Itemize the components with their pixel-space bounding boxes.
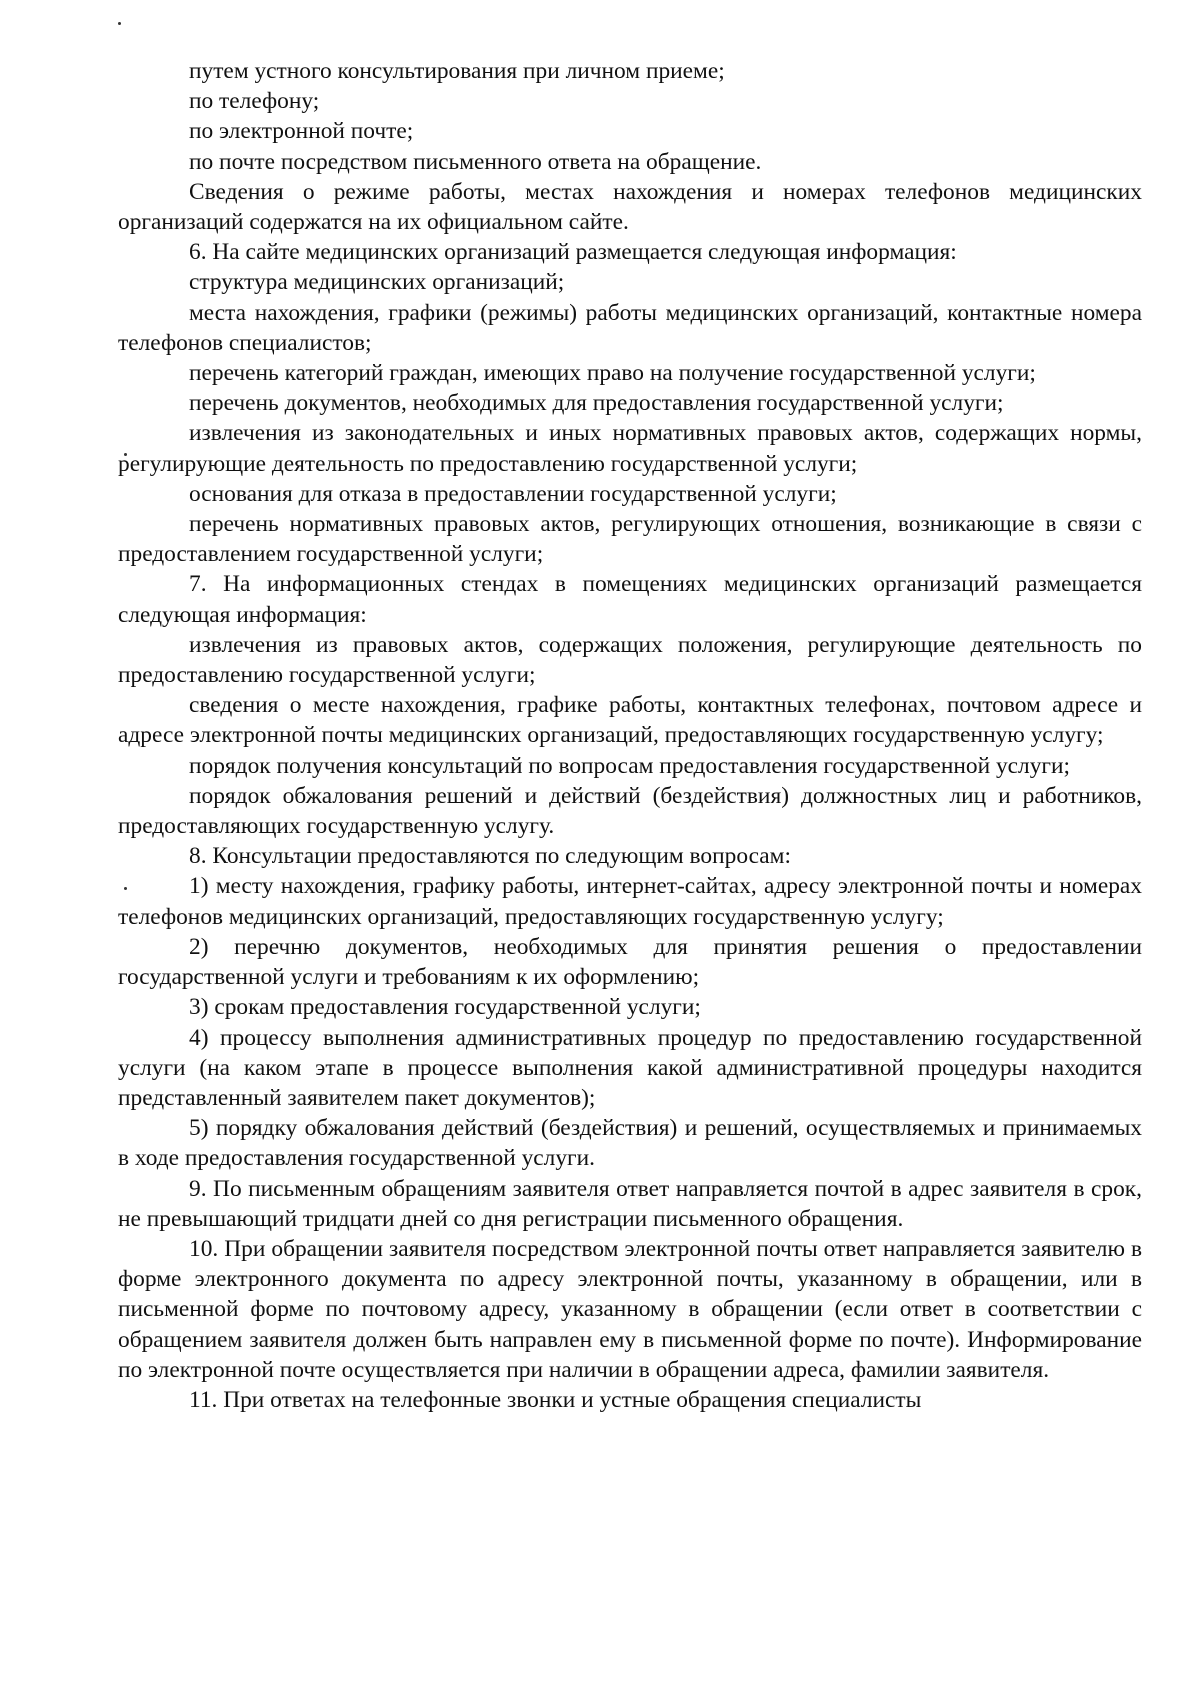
paragraph: 7. На информационных стендах в помещениях медицинских организаций размещается следующая информация: [118, 571, 1142, 628]
paragraph: перечень нормативных правовых актов, регулирующих отношения, возникающие в связи с предоставлением государственной услуги; [118, 511, 1142, 568]
paragraph: 2) перечню документов, необходимых для принятия решения о предоставлении государственной услуги и требованиям к их оформлению; [118, 933, 1142, 991]
paragraph: 4) процессу выполнения административных процедур по предоставлению государственной услуги (на каком этапе в процессе выполнения какой административной процедуры находится представленный заявителем пакет документов); [118, 1024, 1142, 1111]
paragraph: места нахождения, графики (режимы) работы медицинских организаций, контактные номера телефонов специалистов; [118, 299, 1142, 356]
paragraph: 3) срокам предоставления государственной услуги; [189, 994, 701, 1021]
paragraph: 8. Консультации предоставляются по следующим вопросам: [189, 843, 791, 870]
paragraph: Сведения о режиме работы, местах нахождения и номерах телефонов медицинских организаций содержатся на их официальном сайте. [118, 178, 1142, 236]
paragraph: сведения о месте нахождения, графике работы, контактных телефонах, почтовом адресе и адресе электронной почты медицинских организаций, предоставляющих государственную услугу; [118, 692, 1142, 749]
paragraph: 9. По письменным обращениям заявителя ответ направляется почтой в адрес заявителя в срок, не превышающий тридцати дней со дня регистрации письменного обращения. [118, 1175, 1142, 1232]
paragraph: структура медицинских организаций; [189, 269, 565, 296]
paragraph: извлечения из правовых актов, содержащих положения, регулирующие деятельность по предоставлению государственной услуги; [118, 631, 1142, 689]
paragraph: извлечения из законодательных и иных нормативных правовых актов, содержащих нормы, регулирующие деятельность по предоставлению государственной услуги; [118, 420, 1142, 477]
paragraph: 6. На сайте медицинских организаций размещается следующая информация: [189, 239, 957, 266]
scan-artifact-dot [118, 22, 121, 25]
paragraph: по телефону; [189, 88, 320, 115]
document-page [118, 56, 1142, 1415]
paragraph: 5) порядку обжалования действий (бездействия) и решений, осуществляемых и принимаемых в ходе предоставления государственной услуги. [118, 1115, 1142, 1172]
paragraph: порядок обжалования решений и действий (бездействия) должностных лиц и работников, предоставляющих государственную услугу. [118, 782, 1142, 840]
paragraph: 1) месту нахождения, графику работы, интернет-сайтах, адресу электронной почты и номерах телефонов медицинских организаций, предоставляющих государственную услугу; [118, 873, 1142, 930]
paragraph: по электронной почте; [189, 118, 414, 145]
paragraph: путем устного консультирования при личном приеме; [189, 58, 725, 84]
paragraph: перечень категорий граждан, имеющих право на получение государственной услуги; [189, 360, 1036, 387]
paragraph: перечень документов, необходимых для предоставления государственной услуги; [189, 390, 1004, 417]
paragraph: 11. При ответах на телефонные звонки и устные обращения специалисты [189, 1386, 922, 1413]
paragraph: порядок получения консультаций по вопросам предоставления государственной услуги; [189, 752, 1071, 779]
paragraph: 10. При обращении заявителя посредством электронной почты ответ направляется заявителю в форме электронного документа по адресу электронной почты, указанному в обращении, или в письменной форме по почтовому адресу, указанному в обращении (если ответ в соответствии с обращением заявителя должен быть направлен ему в письменной форме по почте). Информирование по электронной почте осуществляется при наличии в обращении адреса, фамилии заявителя. [118, 1235, 1142, 1383]
paragraph: основания для отказа в предоставлении государственной услуги; [189, 480, 837, 507]
paragraph: по почте посредством письменного ответа на обращение. [189, 148, 762, 175]
